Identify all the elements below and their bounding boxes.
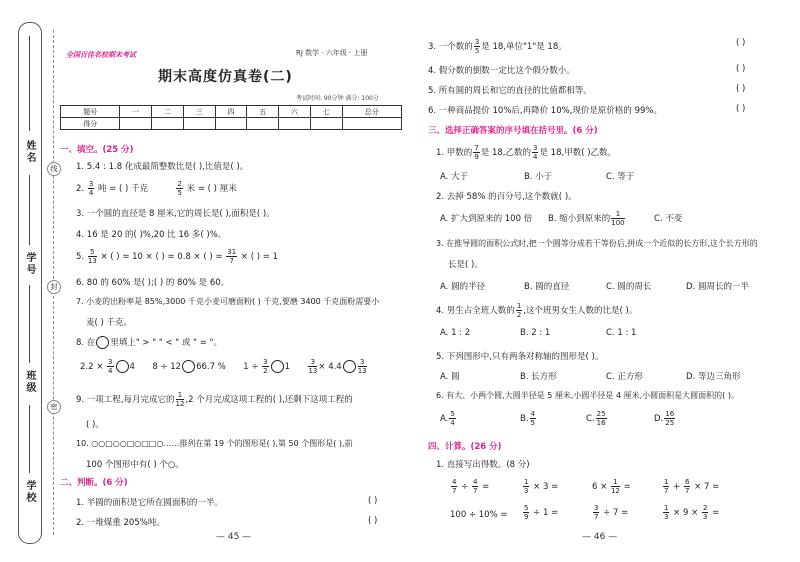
choice-option[interactable]: B. 长方形 bbox=[520, 372, 557, 382]
score-cell[interactable] bbox=[152, 118, 184, 130]
fill-q7-line1: 7. 小麦的出粉率是 85%,3000 千克小麦可磨面粉( ) 千克,要磨 3400 千克面粉需要小 bbox=[76, 297, 380, 306]
judge-q2: 2. 一堆煤重 205%吨。 bbox=[76, 518, 165, 528]
choice-q1: 1. 甲数的 $\frac{7}{9}$ 是 18,乙数的 $\frac{3}{4}$ 是 18,甲数( )乙数。 bbox=[436, 144, 617, 161]
score-cell[interactable] bbox=[279, 118, 311, 130]
choice-option[interactable]: C. 等于 bbox=[606, 172, 635, 182]
fill-q4: 4. 16 是 20 的( )%,20 比 16 多( )%。 bbox=[76, 230, 227, 240]
calc-item: $\frac{3}{7}$ ÷ 7 = bbox=[594, 504, 629, 521]
choice-q4: 4. 男生占全班人数的 $\frac{1}{2}$ ,这个班男女生人数的比是( )。 bbox=[436, 302, 638, 319]
score-header-cell: 七 bbox=[310, 106, 342, 118]
seal-secret: 密 bbox=[47, 400, 61, 414]
judge-q4: 4. 假分数的倒数一定比这个假分数小。 bbox=[428, 66, 575, 76]
score-cell[interactable]: 得分 bbox=[61, 118, 120, 130]
compare-circle-icon[interactable] bbox=[116, 360, 129, 373]
score-cell[interactable] bbox=[310, 118, 342, 130]
fill-q3: 3. 一个圆的直径是 8 厘米,它的周长是( ),面积是( )。 bbox=[76, 209, 275, 219]
choice-option[interactable]: D. 圆周长的一半 bbox=[686, 282, 749, 292]
choice-q3-line2: 长是( )。 bbox=[448, 260, 483, 270]
judge-q3: 3. 一个数的 $\frac{3}{5}$ 是 18,单位"1"是 18。 bbox=[428, 38, 567, 55]
score-cell[interactable] bbox=[120, 118, 152, 130]
choice-option[interactable]: D. 等边三角形 bbox=[686, 372, 741, 382]
choice-q2: 2. 去掉 58% 的百分号,这个数就( )。 bbox=[436, 192, 577, 202]
score-header-cell: 题号 bbox=[61, 106, 120, 118]
choice-q6: 6. 有大、小两个圆,大圆半径是 5 厘米,小圆半径是 4 厘米,小圆面积是大圆面积的( )。 bbox=[436, 391, 739, 400]
answer-paren[interactable]: ( ) bbox=[368, 496, 378, 506]
section-calculate: 四、计算。(26 分) bbox=[428, 442, 502, 452]
calc-item: $\frac{1}{7}$ + $\frac{6}{7}$ × 7 = bbox=[664, 478, 720, 495]
judge-q5: 5. 所有圆的周长和它的直径的比值都相等。 bbox=[428, 86, 592, 96]
compare-circle-icon[interactable] bbox=[343, 360, 356, 373]
exam-title: 期末高度仿真卷(二) bbox=[158, 69, 293, 85]
choice-option[interactable]: C. 正方形 bbox=[606, 372, 643, 382]
score-table-row bbox=[61, 118, 402, 130]
score-cell[interactable] bbox=[183, 118, 215, 130]
fill-q10-line2: 100 个图形中有( ) 个○。 bbox=[86, 460, 184, 470]
fill-q8-items: 2.2 × $\frac{3}{4}$ 4 8 ÷ 12 66.7 % 1 ÷ $\frac{3}{2}$ 1 $\frac{3}{13}$ × 4.4 $\frac{3}{13}$ bbox=[80, 358, 367, 375]
fill-q1: 1. 5.4 : 1.8 化成最简整数比是( ),比值是( )。 bbox=[76, 162, 249, 172]
choice-option[interactable]: B. $\frac{4}{5}$ bbox=[520, 410, 536, 427]
choice-q3-line1: 3. 在推导圆的面积公式时,把一个圆等分成若干等份后,拼成一个近似的长方形,这个长方形的 bbox=[436, 239, 758, 248]
section-choice: 三、选择正确答案的序号填在括号里。(6 分) bbox=[428, 126, 598, 136]
score-header-cell: 一 bbox=[120, 106, 152, 118]
book-info: RJ 数学 · 六年级 · 上册 bbox=[296, 49, 368, 57]
choice-option[interactable]: B. 缩小到原来的 $\frac{1}{100}$ bbox=[548, 210, 625, 227]
choice-q5: 5. 下列图形中,只有两条对称轴的图形是( )。 bbox=[436, 352, 604, 362]
calc-item: 6 × $\frac{1}{12}$ = bbox=[592, 478, 631, 495]
compare-circle-icon[interactable] bbox=[271, 360, 284, 373]
score-header-cell: 四 bbox=[215, 106, 247, 118]
student-id-label: 学号 bbox=[24, 252, 35, 276]
class-line bbox=[29, 285, 30, 363]
brand-text: 全国百佳名校期末考试 bbox=[66, 51, 136, 59]
class-label: 班级 bbox=[24, 370, 35, 394]
school-line bbox=[29, 405, 30, 473]
binding-strip bbox=[18, 22, 42, 544]
score-header-cell: 三 bbox=[183, 106, 215, 118]
choice-option[interactable]: B. 圆的直径 bbox=[524, 282, 570, 292]
choice-option[interactable]: C. 1 : 1 bbox=[606, 328, 637, 338]
score-header-cell: 二 bbox=[152, 106, 184, 118]
score-cell[interactable] bbox=[247, 118, 279, 130]
fill-q5: 5. $\frac{5}{13}$ × ( ) = 10 × ( ) = 0.8 × ( ) = $\frac{31}{7}$ × ( ) = 1 bbox=[76, 248, 278, 265]
calc-item: $\frac{4}{7}$ ÷ $\frac{4}{7}$ = bbox=[452, 478, 490, 495]
fill-q8: 8. 在 里填上" > " " < " 或 " = "。 bbox=[76, 338, 222, 348]
score-table bbox=[60, 105, 402, 130]
fill-q2: 2. $\frac{3}{4}$ 吨 = ( ) 千克 $\frac{2}{5}$ 米 = ( ) 厘米 bbox=[76, 180, 237, 197]
page-number-right: — 46 — bbox=[582, 532, 618, 542]
student-id-line bbox=[29, 175, 30, 245]
name-label: 姓名 bbox=[24, 140, 35, 164]
choice-option[interactable]: A. 圆 bbox=[440, 372, 460, 382]
choice-option[interactable]: A. 扩大到原来的 100 倍 bbox=[440, 214, 533, 224]
calc-item: 100 ÷ 10% = bbox=[450, 510, 508, 520]
calc-q1: 1. 直接写出得数。(8 分) bbox=[436, 460, 530, 470]
choice-option[interactable]: A. 圆的半径 bbox=[440, 282, 486, 292]
choice-option[interactable]: C. 圆的周长 bbox=[606, 282, 652, 292]
seal-line: 线 bbox=[47, 162, 61, 176]
choice-option[interactable]: D. $\frac{16}{25}$ bbox=[654, 410, 675, 427]
choice-option[interactable]: B. 2 : 1 bbox=[520, 328, 551, 338]
score-header-cell: 六 bbox=[279, 106, 311, 118]
judge-q6: 6. 一种商品提价 10%后,再降价 10%,现价是原价格的 99%。 bbox=[428, 106, 663, 116]
answer-paren[interactable]: ( ) bbox=[736, 64, 746, 74]
section-fill-blank: 一、填空。(25 分) bbox=[60, 145, 134, 155]
page-number-left: — 45 — bbox=[216, 532, 252, 542]
fill-q9-line2: ( )。 bbox=[86, 420, 104, 430]
name-line bbox=[29, 36, 30, 131]
answer-paren[interactable]: ( ) bbox=[736, 38, 746, 48]
exam-meta: 考试时间: 90分钟 满分: 100分 bbox=[296, 95, 379, 102]
calc-item: $\frac{1}{3}$ × 3 = bbox=[524, 478, 559, 495]
section-judge: 二、判断。(6 分) bbox=[60, 478, 128, 488]
fill-q6: 6. 80 的 60% 是( );( ) 的 80% 是 60。 bbox=[76, 278, 230, 288]
answer-paren[interactable]: ( ) bbox=[368, 516, 378, 526]
choice-option[interactable]: A. $\frac{5}{4}$ bbox=[440, 410, 455, 427]
choice-option[interactable]: C. $\frac{25}{16}$ bbox=[586, 410, 606, 427]
choice-option[interactable]: A. 1 : 2 bbox=[440, 328, 471, 338]
calc-item: $\frac{5}{9}$ ÷ 1 = bbox=[524, 504, 559, 521]
score-cell[interactable] bbox=[215, 118, 247, 130]
fill-q7-line2: 麦( ) 千克。 bbox=[86, 318, 133, 328]
choice-option[interactable]: C. 不变 bbox=[654, 214, 683, 224]
fill-q10-line1: 10. ○○□○○□○□□○……排列在第 19 个的图形是( ),第 50 个图形是( ),前 bbox=[76, 439, 353, 448]
score-cell[interactable] bbox=[342, 118, 402, 130]
school-label: 学校 bbox=[24, 480, 35, 504]
compare-circle-icon[interactable] bbox=[182, 360, 195, 373]
compare-circle-icon[interactable] bbox=[96, 336, 109, 349]
score-table-row bbox=[61, 106, 402, 118]
calc-item: $\frac{1}{3}$ × 9 × $\frac{2}{3}$ = bbox=[664, 504, 720, 521]
fill-q9: 9. 一项工程,每月完成它的 $\frac{1}{12}$ ,2 个月完成这项工程的( ),还剩下这项工程的 bbox=[76, 391, 353, 408]
choice-option[interactable]: B. 小于 bbox=[524, 172, 553, 182]
answer-paren[interactable]: ( ) bbox=[736, 84, 746, 94]
judge-q1: 1. 半圆的面积是它所在圆面积的一半。 bbox=[76, 498, 223, 508]
answer-paren[interactable]: ( ) bbox=[736, 104, 746, 114]
seal-seal: 封 bbox=[47, 280, 61, 294]
choice-option[interactable]: A. 大于 bbox=[440, 172, 469, 182]
score-header-cell: 总分 bbox=[342, 106, 402, 118]
score-header-cell: 五 bbox=[247, 106, 279, 118]
